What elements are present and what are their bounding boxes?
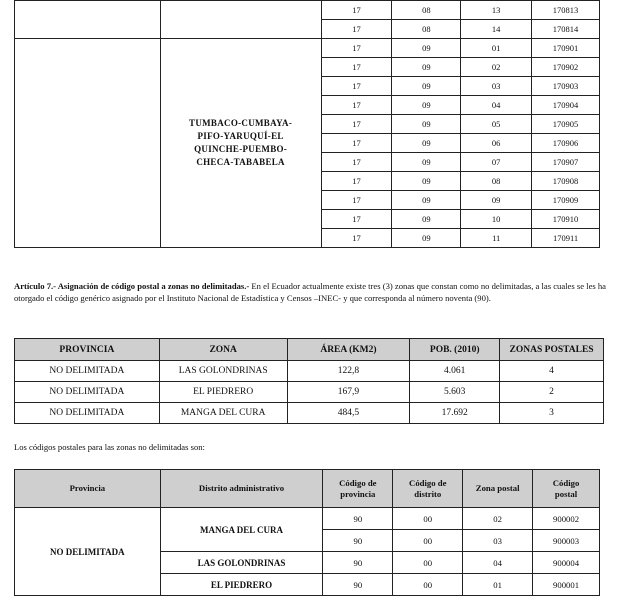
column-header: Distrito administrativo xyxy=(160,470,323,508)
table-cell: 09 xyxy=(392,229,461,248)
undelimited-zones-table xyxy=(14,338,604,424)
table-cell: 08 xyxy=(392,1,461,20)
table-cell: 04 xyxy=(461,96,532,115)
table-cell: 00 xyxy=(393,574,463,596)
table-cell: 5.603 xyxy=(410,382,500,403)
table-cell: 09 xyxy=(392,77,461,96)
empty-cell xyxy=(15,1,161,39)
table-cell: 17.692 xyxy=(410,403,500,424)
table-cell: 09 xyxy=(392,115,461,134)
empty-cell xyxy=(15,39,161,248)
column-header: ÁREA (KM2) xyxy=(287,339,410,361)
table-header-row xyxy=(15,339,604,361)
article-7-paragraph xyxy=(14,281,606,304)
table-cell: 14 xyxy=(461,20,532,39)
table-cell: 17 xyxy=(321,96,392,115)
column-header-label: Código postal xyxy=(552,477,580,499)
table-cell: 05 xyxy=(461,115,532,134)
table-cell: 17 xyxy=(321,210,392,229)
table-cell: 08 xyxy=(392,20,461,39)
table-cell: NO DELIMITADA xyxy=(15,382,160,403)
table-cell: 00 xyxy=(393,530,463,552)
table-cell: NO DELIMITADA xyxy=(15,361,160,382)
table-cell: 170906 xyxy=(532,134,600,153)
table-cell: 484,5 xyxy=(287,403,410,424)
column-header xyxy=(393,470,463,508)
postal-codes-intro: Los códigos postales para las zonas no delimitadas son: xyxy=(14,442,205,452)
table-cell: 90 xyxy=(323,574,393,596)
column-header xyxy=(533,470,600,508)
article-body: En el Ecuador actualmente existe tres (3) zonas que constan como no delimitadas, a las cuales se les ha otorgado el código genérico asignado por el Instituto Nacional de Estadística y Censos –INEC- y que corresponda al número noventa (90). xyxy=(14,281,606,303)
table-cell: 900002 xyxy=(533,508,600,530)
column-header: POB. (2010) xyxy=(410,339,500,361)
table-cell: 900001 xyxy=(533,574,600,596)
table-cell: 170908 xyxy=(532,172,600,191)
table-cell: 3 xyxy=(500,403,604,424)
table-cell: 900004 xyxy=(533,552,600,574)
table-cell: 170903 xyxy=(532,77,600,96)
table-cell: 09 xyxy=(392,153,461,172)
table-cell: 170813 xyxy=(532,1,600,20)
table-cell: 04 xyxy=(463,552,533,574)
table-cell: NO DELIMITADA xyxy=(15,403,160,424)
column-header: ZONAS POSTALES xyxy=(500,339,604,361)
table-cell: 170814 xyxy=(532,20,600,39)
table-cell: 02 xyxy=(461,58,532,77)
table-cell: 01 xyxy=(461,39,532,58)
table-cell: 09 xyxy=(392,96,461,115)
table-cell: 17 xyxy=(321,20,392,39)
table-cell: 90 xyxy=(323,552,393,574)
table-cell: 09 xyxy=(392,39,461,58)
table-row xyxy=(15,508,600,530)
table-cell: 08 xyxy=(461,172,532,191)
column-header-label: Código de provincia xyxy=(339,477,377,499)
table-cell: 17 xyxy=(321,1,392,20)
district-cell: MANGA DEL CURA xyxy=(160,508,323,552)
undelimited-postal-codes-table xyxy=(14,469,600,596)
table-cell: 09 xyxy=(392,172,461,191)
table-header-row xyxy=(15,470,600,508)
province-cell: NO DELIMITADA xyxy=(15,508,161,596)
table-cell: 11 xyxy=(461,229,532,248)
table-cell: 2 xyxy=(500,382,604,403)
column-header: Provincia xyxy=(15,470,161,508)
zone-name-cell xyxy=(160,39,321,248)
table-cell: 900003 xyxy=(533,530,600,552)
table-row xyxy=(15,1,600,20)
column-header xyxy=(323,470,393,508)
table-row xyxy=(15,382,604,403)
table-cell: 167,9 xyxy=(287,382,410,403)
postal-code-table-continued xyxy=(14,0,600,248)
table-cell: 90 xyxy=(323,508,393,530)
empty-cell xyxy=(160,1,321,39)
table-cell: 17 xyxy=(321,39,392,58)
table-cell: 03 xyxy=(463,530,533,552)
table-cell: 170904 xyxy=(532,96,600,115)
table-cell: 17 xyxy=(321,172,392,191)
table-cell: EL PIEDRERO xyxy=(159,382,287,403)
table-cell: 170910 xyxy=(532,210,600,229)
district-cell: EL PIEDRERO xyxy=(160,574,323,596)
zone-name: TUMBACO-CUMBAYA-PIFO-YARUQUÍ-EL QUINCHE-PUEMBO-CHECA-TABABELA xyxy=(189,118,293,167)
table-cell: 02 xyxy=(463,508,533,530)
table-cell: 122,8 xyxy=(287,361,410,382)
column-header: Zona postal xyxy=(463,470,533,508)
table-cell: 17 xyxy=(321,153,392,172)
table-cell: 4 xyxy=(500,361,604,382)
table-cell: 17 xyxy=(321,191,392,210)
table-cell: 170907 xyxy=(532,153,600,172)
table-cell: 17 xyxy=(321,77,392,96)
table-cell: 01 xyxy=(463,574,533,596)
table-cell: 170901 xyxy=(532,39,600,58)
table-cell: 170911 xyxy=(532,229,600,248)
table-cell: MANGA DEL CURA xyxy=(159,403,287,424)
table-cell: 06 xyxy=(461,134,532,153)
article-heading: Artículo 7.- Asignación de código postal a zonas no delimitadas.- xyxy=(14,281,250,291)
table-cell: 170902 xyxy=(532,58,600,77)
table-cell: 07 xyxy=(461,153,532,172)
table-cell: 17 xyxy=(321,58,392,77)
table-row xyxy=(15,39,600,58)
table-cell: 170905 xyxy=(532,115,600,134)
table-cell: 4.061 xyxy=(410,361,500,382)
table-cell: 17 xyxy=(321,115,392,134)
column-header: PROVINCIA xyxy=(15,339,160,361)
table-cell: 00 xyxy=(393,508,463,530)
column-header: ZONA xyxy=(159,339,287,361)
table-cell: 10 xyxy=(461,210,532,229)
column-header-label: Código de distrito xyxy=(409,477,447,499)
table-cell: 09 xyxy=(461,191,532,210)
table-cell: 17 xyxy=(321,229,392,248)
table-cell: 00 xyxy=(393,552,463,574)
table-cell: 09 xyxy=(392,134,461,153)
table-cell: 13 xyxy=(461,1,532,20)
table-cell: 17 xyxy=(321,134,392,153)
table-cell: 09 xyxy=(392,191,461,210)
table-cell: 170909 xyxy=(532,191,600,210)
table-cell: LAS GOLONDRINAS xyxy=(159,361,287,382)
table-row xyxy=(15,361,604,382)
table-cell: 09 xyxy=(392,58,461,77)
table-cell: 03 xyxy=(461,77,532,96)
table-cell: 90 xyxy=(323,530,393,552)
table-cell: 09 xyxy=(392,210,461,229)
district-cell: LAS GOLONDRINAS xyxy=(160,552,323,574)
table-row xyxy=(15,403,604,424)
